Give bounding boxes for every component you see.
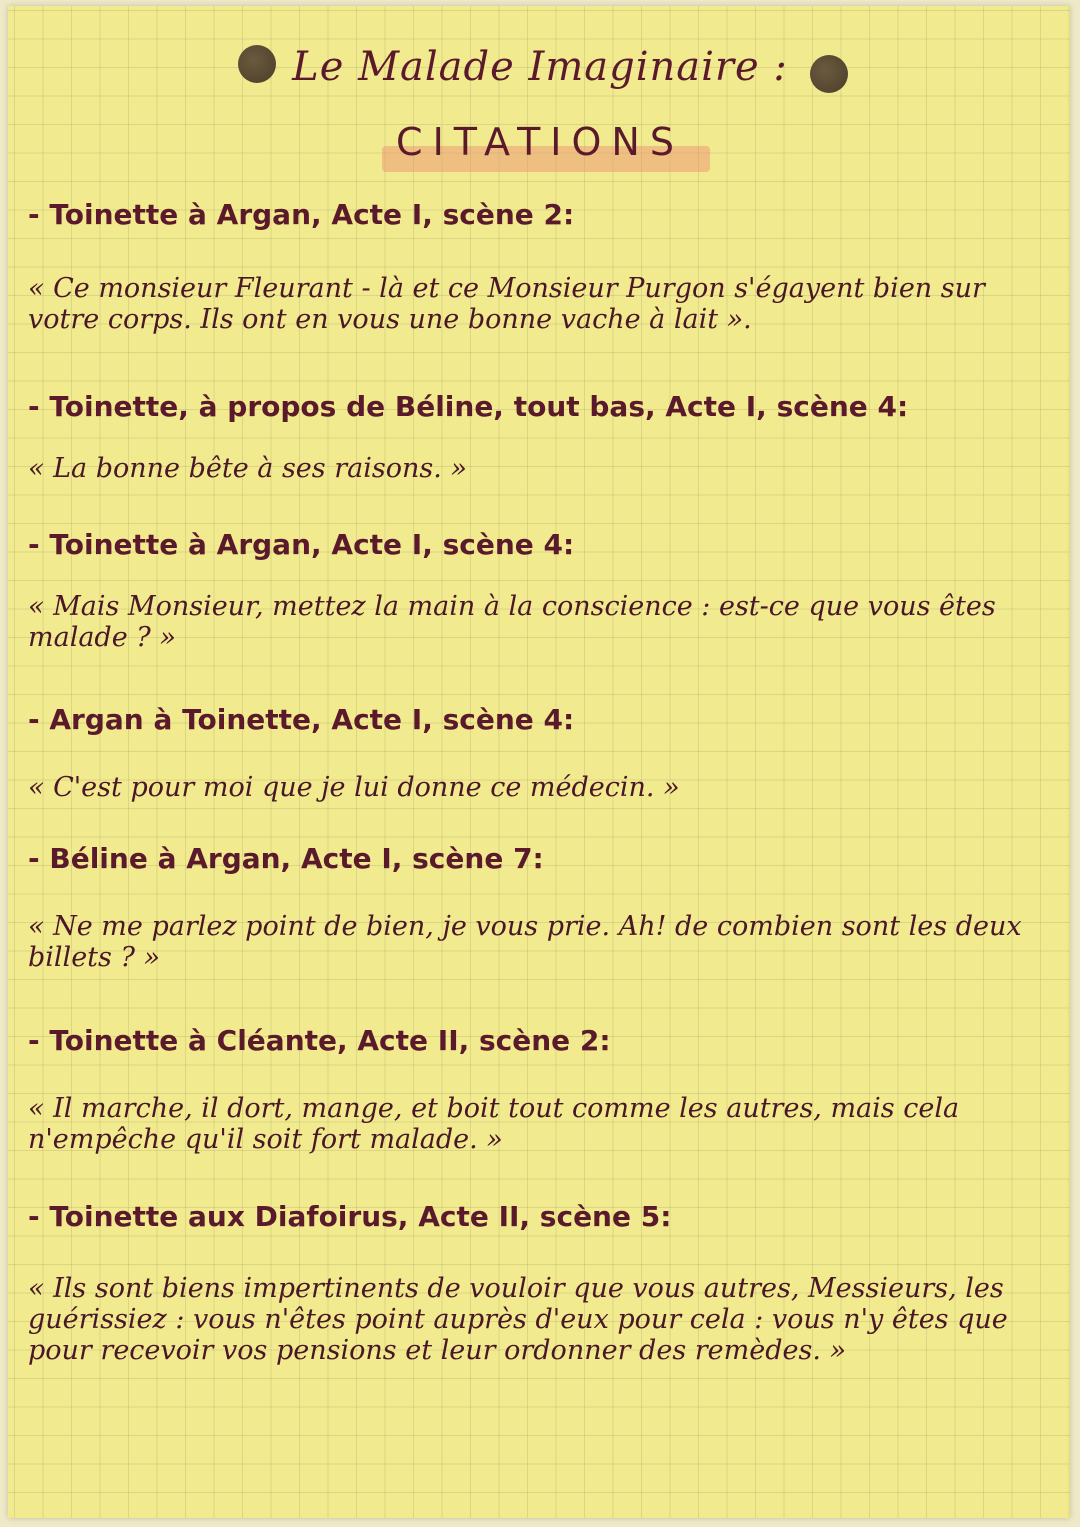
citation-quote: « Ce monsieur Fleurant - là et ce Monsieur Purgon s'égayent bien sur votre corps. Ils ont en vous une bonne vache à lait ». bbox=[28, 273, 985, 335]
page-title: Le Malade Imaginaire : bbox=[292, 44, 788, 90]
citation-1 bbox=[28, 198, 1040, 335]
citation-heading: - Toinette à Argan, Acte I, scène 4: bbox=[28, 528, 575, 561]
citation-3 bbox=[28, 528, 1040, 653]
citation-heading: - Toinette, à propos de Béline, tout bas, Acte I, scène 4: bbox=[28, 390, 909, 423]
page-subtitle: CITATIONS bbox=[396, 120, 684, 164]
citation-heading: - Toinette aux Diafoirus, Acte II, scène 5: bbox=[28, 1200, 672, 1233]
citation-quote: « Il marche, il dort, mange, et boit tout comme les autres, mais cela n'empêche qu'il soit fort malade. » bbox=[28, 1093, 960, 1155]
citation-quote: « Ne me parlez point de bien, je vous prie. Ah! de combien sont les deux billets ? » bbox=[28, 911, 1022, 973]
citation-quote: « C'est pour moi que je lui donne ce médecin. » bbox=[28, 772, 680, 803]
citation-quote: « Mais Monsieur, mettez la main à la conscience : est-ce que vous êtes malade ? » bbox=[28, 591, 996, 653]
citation-2 bbox=[28, 390, 1040, 484]
citation-heading: - Toinette à Argan, Acte I, scène 2: bbox=[28, 198, 575, 231]
citation-7 bbox=[28, 1200, 1040, 1366]
citation-quote: « Ils sont biens impertinents de vouloir que vous autres, Messieurs, les guérissiez : vous n'êtes point auprès d'eux pour cela : vous n'y êtes que pour recevoir vos pensions et leur ordonner des remèdes. » bbox=[28, 1273, 1008, 1366]
citation-6 bbox=[28, 1024, 1040, 1155]
citation-quote: « La bonne bête à ses raisons. » bbox=[28, 453, 467, 484]
citation-5 bbox=[28, 842, 1040, 973]
citation-heading: - Toinette à Cléante, Acte II, scène 2: bbox=[28, 1024, 611, 1057]
citation-4 bbox=[28, 703, 1040, 803]
citation-heading: - Béline à Argan, Acte I, scène 7: bbox=[28, 842, 544, 875]
citation-heading: - Argan à Toinette, Acte I, scène 4: bbox=[28, 703, 575, 736]
